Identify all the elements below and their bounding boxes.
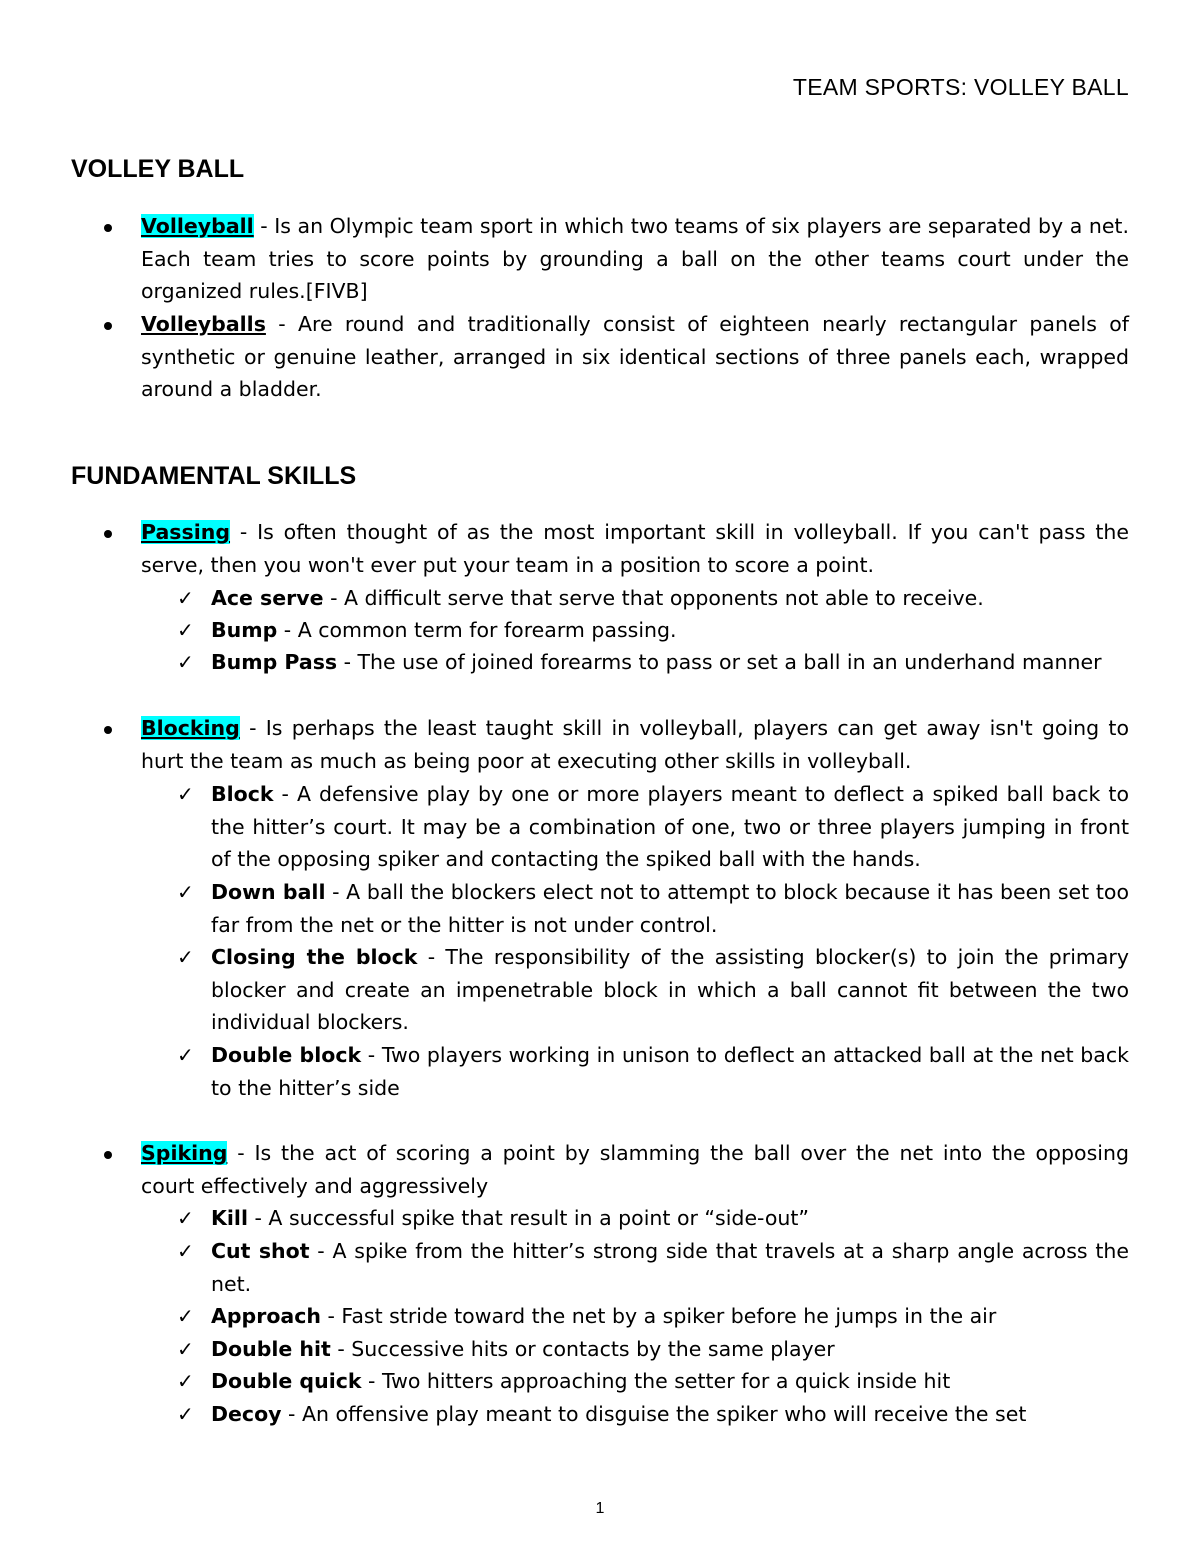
- list-item: [71, 1137, 1129, 1202]
- term: Approach: [211, 1304, 321, 1328]
- sub-list-item: [71, 1235, 1129, 1300]
- term: Kill: [211, 1206, 248, 1230]
- definition: - An offensive play meant to disguise the spiker who will receive the set: [281, 1402, 1027, 1426]
- sub-list-item: [71, 1333, 1129, 1366]
- definition: - A spike from the hitter’s strong side that travels at a sharp angle across the net.: [211, 1239, 1129, 1296]
- page-header: TEAM SPORTS: VOLLEY BALL: [792, 74, 1129, 100]
- sub-list-item: [71, 1202, 1129, 1235]
- term: Closing the block: [211, 945, 418, 969]
- definition: - A ball the blockers elect not to attempt to block because it has been set too far from the net or the hitter is not under control.: [211, 880, 1129, 937]
- checkmark-icon: ✓: [177, 1043, 194, 1067]
- sub-list-item: [71, 1039, 1129, 1104]
- checkmark-icon: ✓: [177, 1402, 194, 1426]
- term: Down ball: [211, 880, 326, 904]
- term: Bump Pass: [211, 650, 338, 674]
- checkmark-icon: ✓: [177, 1239, 194, 1263]
- definition: - The responsibility of the assisting blocker(s) to join the primary blocker and create an impenetrable block in which a ball cannot fit between the two individual blockers.: [211, 945, 1129, 1035]
- definition: - Two players working in unison to deflect an attacked ball at the net back to the hitter’s side: [211, 1043, 1129, 1100]
- definition: - The use of joined forearms to pass or set a ball in an underhand manner: [337, 650, 1102, 674]
- sub-list-item: [71, 614, 1129, 647]
- checkmark-icon: ✓: [177, 586, 194, 610]
- definition: - A difficult serve that serve that opponents not able to receive.: [323, 586, 984, 610]
- term-volleyballs: Volleyballs: [141, 312, 266, 336]
- definition: - Is the act of scoring a point by slamming the ball over the net into the opposing court effectively and aggressively: [141, 1141, 1129, 1198]
- definition: - Fast stride toward the net by a spiker before he jumps in the air: [321, 1304, 997, 1328]
- checkmark-icon: ✓: [177, 945, 194, 969]
- list-item: [71, 516, 1129, 581]
- definition: - Are round and traditionally consist of eighteen nearly rectangular panels of synthetic or genuine leather, arranged in six identical sections of three panels each, wrapped around a bladder.: [141, 312, 1129, 402]
- sub-list-item: [71, 1398, 1129, 1431]
- definition: - A defensive play by one or more players meant to deflect a spiked ball back to the hitter’s court. It may be a combination of one, two or three players jumping in front of the opposing spiker and contacting the spiked ball with the hands.: [211, 782, 1129, 872]
- definition: - Is an Olympic team sport in which two teams of six players are separated by a net. Each team tries to score points by grounding a ball on the other teams court under the organized rules.[FIVB]: [141, 214, 1129, 304]
- sub-list-item: [71, 646, 1129, 679]
- checkmark-icon: ✓: [177, 618, 194, 642]
- section-heading-volleyball: VOLLEY BALL: [71, 155, 245, 183]
- checkmark-icon: ✓: [177, 880, 194, 904]
- bullet-dot-icon: [104, 530, 112, 538]
- definition: - Successive hits or contacts by the same player: [330, 1337, 835, 1361]
- sub-list-item: [71, 778, 1129, 876]
- definition: - Is often thought of as the most important skill in volleyball. If you can't pass the serve, then you won't ever put your team in a position to score a point.: [141, 520, 1129, 577]
- sub-list-item: [71, 1365, 1129, 1398]
- term-blocking: Blocking: [141, 716, 240, 740]
- definition: - Is perhaps the least taught skill in volleyball, players can get away isn't going to hurt the team as much as being poor at executing other skills in volleyball.: [141, 716, 1129, 773]
- definition: - A common term for forearm passing.: [277, 618, 677, 642]
- checkmark-icon: ✓: [177, 1337, 194, 1361]
- bullet-dot-icon: [104, 224, 112, 232]
- term-passing: Passing: [141, 520, 231, 544]
- sub-list-item: [71, 582, 1129, 615]
- term: Block: [211, 782, 274, 806]
- list-item: [71, 308, 1129, 406]
- sub-list-item: [71, 876, 1129, 941]
- term: Double hit: [211, 1337, 331, 1361]
- term: Double quick: [211, 1369, 362, 1393]
- term-spiking: Spiking: [141, 1141, 228, 1165]
- term: Double block: [211, 1043, 362, 1067]
- checkmark-icon: ✓: [177, 1206, 194, 1230]
- term-volleyball: Volleyball: [141, 214, 254, 238]
- term: Decoy: [211, 1402, 282, 1426]
- sub-list-item: [71, 941, 1129, 1039]
- checkmark-icon: ✓: [177, 650, 194, 674]
- checkmark-icon: ✓: [177, 1369, 194, 1393]
- checkmark-icon: ✓: [177, 782, 194, 806]
- definition: - A successful spike that result in a point or “side-out”: [247, 1206, 810, 1230]
- bullet-dot-icon: [104, 1151, 112, 1159]
- bullet-dot-icon: [104, 322, 112, 330]
- checkmark-icon: ✓: [177, 1304, 194, 1328]
- sub-list-item: [71, 1300, 1129, 1333]
- definition: - Two hitters approaching the setter for a quick inside hit: [361, 1369, 951, 1393]
- list-item: [71, 210, 1129, 308]
- section-heading-fundamental-skills: FUNDAMENTAL SKILLS: [71, 462, 357, 490]
- term: Bump: [211, 618, 278, 642]
- page-number: 1: [595, 1500, 605, 1517]
- list-item: [71, 712, 1129, 777]
- term: Ace serve: [211, 586, 324, 610]
- bullet-dot-icon: [104, 726, 112, 734]
- term: Cut shot: [211, 1239, 310, 1263]
